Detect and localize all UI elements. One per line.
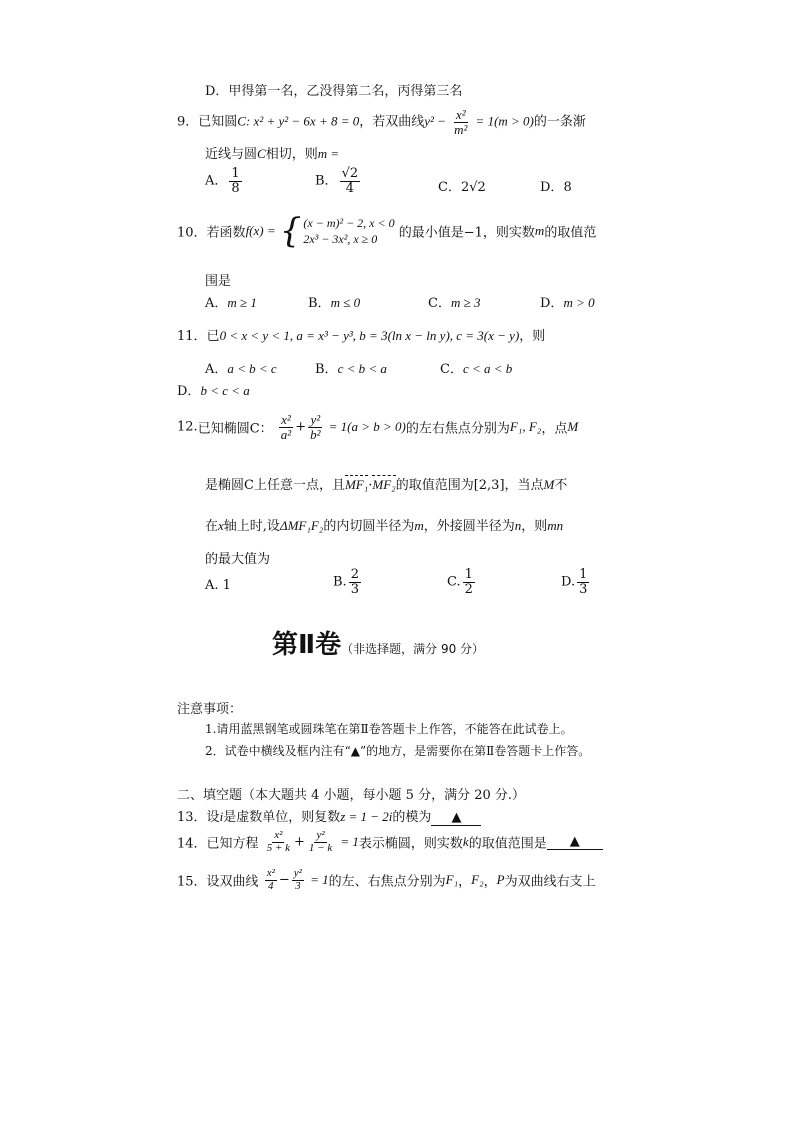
q9-b-num: √2 [341, 166, 359, 181]
q13-text3: 的模为 [392, 810, 432, 825]
q9-b-fraction [340, 167, 361, 195]
q12-line3-text2: 轴上时,设 [223, 519, 280, 534]
part2-title: 第Ⅱ卷 [272, 630, 342, 660]
q11-condition: 0 < x < y < 1, a = x³ − y³, b = 3(ln x − ln y), c = 3(x − y) [219, 328, 520, 343]
q11-b-value: c < b < a [337, 361, 387, 376]
q11-c-label: C． [440, 362, 463, 377]
q10-stem-line1 [177, 211, 597, 251]
q12-number: 12. [177, 419, 198, 435]
q9-stem-line1 [177, 108, 586, 136]
q9-hyp-fraction [452, 108, 469, 136]
q9-line2-text2: 相切，则 [265, 147, 318, 162]
q11-option-c [440, 358, 512, 377]
q12-x-num: x² [281, 412, 291, 427]
q11-text2: ，则 [519, 329, 546, 344]
q12-stem-line2 [205, 474, 567, 493]
q14-answer-blank: ▲ [547, 834, 603, 850]
q9-line2-text1: 近线与圆 [205, 147, 258, 162]
q10-d-label: D． [540, 296, 564, 311]
q12-line3-n: n [514, 518, 522, 533]
q12-b-den: 3 [350, 581, 359, 597]
q15-number: 15． [177, 874, 207, 890]
q12-line3-text4: ，外接圆半径为 [423, 519, 515, 534]
q15-y-fraction [292, 868, 304, 892]
q12-c-den: 2 [464, 581, 473, 597]
q12-option-a [205, 578, 231, 593]
q12-y-num: y² [310, 412, 321, 427]
q12-x-den: a² [280, 426, 292, 442]
q9-c-value: 2√2 [460, 180, 486, 195]
q15-f1: F₁ [445, 872, 459, 888]
q15-text4: 为双曲线右支上 [504, 874, 596, 890]
q9-line2-m: m = [317, 146, 340, 161]
q14-k: k [462, 834, 469, 850]
q11-d-label: D． [177, 384, 201, 399]
q10-row2: 2x³ − 3x², x ≥ 0 [303, 232, 378, 246]
q12-stem-line1: 12.已知椭圆C： $\frac{\text{x²}}{\text{a²}}$ + $\frac{\text{y²}}{\text{b²}}$ = 1(a > b > 0)的左右焦点分别为F₁, F₂，点M [177, 412, 579, 442]
q11-a-label: A． [205, 362, 228, 377]
q12-c-num: 1 [464, 567, 473, 582]
q13-equation: z = 1 − 2i [340, 809, 393, 824]
q11-number: 11． [177, 329, 207, 344]
q13-number: 13． [177, 810, 207, 825]
q11-d-value: b < c < a [200, 383, 250, 398]
q12-vector-mf1: MF₁ [344, 477, 369, 492]
q12-text3: ，点 [541, 421, 568, 437]
q14-x-num: x² [274, 829, 283, 841]
q12-b-label: B. [333, 574, 347, 590]
q10-a-value: m ≥ 1 [227, 295, 257, 310]
q12-line3-text5: ，则 [521, 519, 548, 534]
q14-text1: 已知方程 [206, 836, 259, 852]
q12-b-fraction [349, 568, 361, 596]
q12-c-label: C. [447, 574, 461, 590]
q12-c-fraction [463, 568, 475, 596]
q9-a-label: A． [205, 173, 228, 189]
part2-subtitle: （非选择题，满分 90 分） [341, 642, 485, 656]
section2-heading-text: 二、填空题（本大题共 4 小题，每小题 5 分，满分 20 分.） [177, 788, 526, 803]
section2-heading [177, 784, 525, 803]
q10-a-label: A． [205, 296, 228, 311]
q9-text2: ，若双曲线 [359, 114, 425, 130]
q12-y-fraction [308, 413, 322, 441]
q12-line2-m: M [543, 477, 555, 492]
q12-foci: F₁, F₂ [509, 419, 542, 435]
q9-a-num: 1 [231, 166, 240, 181]
q12-x-fraction [279, 413, 293, 441]
q12-d-label: D. [561, 574, 576, 590]
q10-m: m [534, 223, 545, 238]
q8-option-d-text: D．甲得第一名，乙没得第二名，丙得第三名 [205, 84, 463, 99]
q12-triangle: ΔMF₁F₂ [279, 518, 324, 533]
q14-y-den: 1 − k [308, 841, 333, 854]
q11-b-label: B． [315, 362, 338, 377]
q15-text1: 设双曲线 [206, 874, 259, 890]
q15-text2: 的左、右焦点分别为 [328, 874, 446, 890]
q11-text1: 已 [206, 329, 220, 344]
q9-option-a [205, 167, 244, 195]
q9-circle-name: C [237, 113, 246, 129]
q12-d-num: 1 [579, 567, 588, 582]
q15-stem: 15．设双曲线 $\frac{\text{x²}}{4}$ − $\frac{\text{y²}}{3}$ = 1的左、右焦点分别为F₁，F₂，P为双曲线右支上 [177, 867, 596, 892]
q9-stem-line2 [205, 143, 339, 162]
q9-text3: 的一条渐 [533, 114, 586, 130]
q12-text1: 已知椭圆C： [197, 421, 273, 437]
q13-answer-blank: ▲ [431, 810, 481, 826]
part2-title-block [272, 624, 484, 661]
q10-d-value: m > 0 [563, 295, 595, 310]
q14-text2: 表示椭圆，则实数 [358, 836, 463, 852]
q9-d-label: D． [540, 180, 564, 195]
q12-line2-text4: 不 [554, 478, 568, 493]
q11-option-b [315, 358, 387, 377]
q15-eq: = 1 [310, 872, 329, 888]
q11-stem [177, 325, 545, 344]
q12-a-value: 1 [222, 578, 231, 593]
q9-a-fraction [229, 167, 241, 195]
q15-x-fraction [265, 868, 277, 892]
q12-range: [2,3] [473, 478, 505, 493]
q15-x-den: 4 [268, 879, 274, 892]
q13-i: i [219, 809, 224, 824]
q10-stem-line2 [205, 270, 231, 289]
q10-option-b [308, 292, 360, 311]
q14-number: 14． [177, 836, 207, 852]
q12-stem-line4 [205, 548, 270, 567]
q9-hyp-den: m² [454, 121, 468, 137]
q12-b-num: 2 [350, 567, 359, 582]
q10-b-value: m ≤ 0 [330, 295, 361, 310]
q12-d-fraction [577, 568, 589, 596]
notes-item-2 [205, 742, 590, 759]
q12-line2-text1: 是椭圆C上任意一点，且 [205, 478, 345, 493]
q12-line4: 的最大值为 [205, 552, 271, 567]
q8-option-d [205, 80, 462, 99]
q11-option-a [205, 358, 277, 377]
q9-line2-circle: C [257, 146, 266, 161]
q9-hyp-num: x² [455, 107, 466, 122]
q9-c-label: C． [438, 180, 461, 195]
q15-y-den: 3 [295, 879, 301, 892]
q15-x-num: x² [266, 867, 275, 879]
q14-y-fraction [307, 830, 334, 854]
q14-x-fraction [265, 830, 292, 854]
q12-dot: · [368, 478, 373, 493]
q9-hyp-b: = 1(m > 0) [475, 113, 534, 129]
q9-option-c [438, 176, 486, 195]
q10-left-brace: { [279, 211, 302, 251]
q12-line3-text3: 的内切圆半径为 [323, 519, 415, 534]
q15-y-num: y² [293, 867, 302, 879]
q9-circle-eq: : x² + y² − 6x + 8 = 0 [245, 113, 360, 129]
q12-vector-mf2: MF₂ [372, 477, 396, 492]
q12-line2-text2: 的取值范围为 [395, 478, 474, 493]
q9-option-d [540, 176, 572, 195]
q12-line3-m: m [414, 518, 424, 533]
notes-item-1 [205, 720, 573, 737]
q10-option-d [540, 292, 595, 311]
q9-b-den: 4 [345, 180, 354, 196]
q11-a-value: a < b < c [227, 361, 277, 376]
q10-row1: (x − m)² − 2, x < 0 [303, 215, 395, 230]
q15-p: P [496, 872, 505, 888]
q13-text1: 设 [206, 810, 220, 825]
q12-text2: 的左右焦点分别为 [405, 421, 510, 437]
q12-option-b [333, 568, 363, 596]
q14-eq: = 1 [340, 834, 359, 850]
q10-option-a [205, 292, 257, 311]
q12-line3-x: x [218, 518, 224, 533]
q14-y-num: y² [316, 829, 325, 841]
q9-number: 9． [177, 114, 199, 130]
q15-separator: ， [458, 874, 472, 890]
q10-b-label: B． [308, 296, 331, 311]
q15-f2: F₂ [471, 872, 484, 888]
q9-option-b [315, 167, 362, 195]
q12-y-den: b² [310, 426, 321, 442]
notes-item-1-text: 1.请用蓝黑钢笔或圆珠笔在第Ⅱ卷答题卡上作答，不能答在此试卷上。 [205, 722, 573, 736]
q14-x-den: 5 + k [266, 841, 291, 854]
q12-a-label: A. [205, 578, 219, 593]
q9-b-label: B． [315, 173, 338, 189]
q14-stem: 14．已知方程 $\frac{\text{x²}}{5 + k}$ + $\frac{\text{y²}}{1 - k}$ = 1表示椭圆，则实数k的取值范围是 ▲ [177, 830, 603, 854]
q12-stem-line3 [205, 515, 563, 534]
q15-text3: ， [483, 874, 497, 890]
q10-c-label: C． [428, 296, 451, 311]
q12-option-d [561, 568, 591, 596]
q14-text3: 的取值范围是 [468, 836, 547, 852]
q11-option-d [177, 380, 250, 399]
q10-number: 10． [177, 225, 207, 241]
q12-option-c [447, 568, 477, 596]
q12-line3-text1: 在 [205, 519, 219, 534]
notes-item-2-text: 2．试卷中横线及框内注有“▲”的地方，是需要你在第Ⅱ卷答题卡上作答。 [205, 744, 591, 758]
q13-text2: 是虚数单位，则复数 [223, 810, 341, 825]
q10-c-value: m ≥ 3 [450, 295, 481, 310]
q10-line2: 围是 [205, 274, 232, 289]
q9-d-value: 8 [563, 180, 572, 195]
q10-text2: 的最小值是−1，则实数 [398, 225, 535, 241]
q10-text3: 的取值范 [544, 225, 597, 241]
q12-eq-tail: = 1(a > b > 0) [328, 419, 406, 435]
q9-hyp-a: y² − [424, 113, 446, 129]
q11-c-value: c < a < b [462, 361, 513, 376]
q10-option-c [428, 292, 480, 311]
notes-heading-text: 注意事项： [177, 702, 243, 717]
q12-line2-text3: ，当点 [504, 478, 544, 493]
q13-stem [177, 806, 481, 826]
q9-a-den: 8 [231, 180, 240, 196]
q12-point-m: M [567, 419, 579, 435]
q12-line3-mn: mn [547, 518, 564, 533]
q10-piecewise [279, 211, 395, 251]
q12-d-den: 3 [579, 581, 588, 597]
q9-text1: 已知圆 [198, 114, 238, 130]
q10-fx: f(x) = [245, 223, 276, 238]
notes-heading [177, 698, 242, 717]
q10-text1: 若函数 [206, 225, 246, 241]
